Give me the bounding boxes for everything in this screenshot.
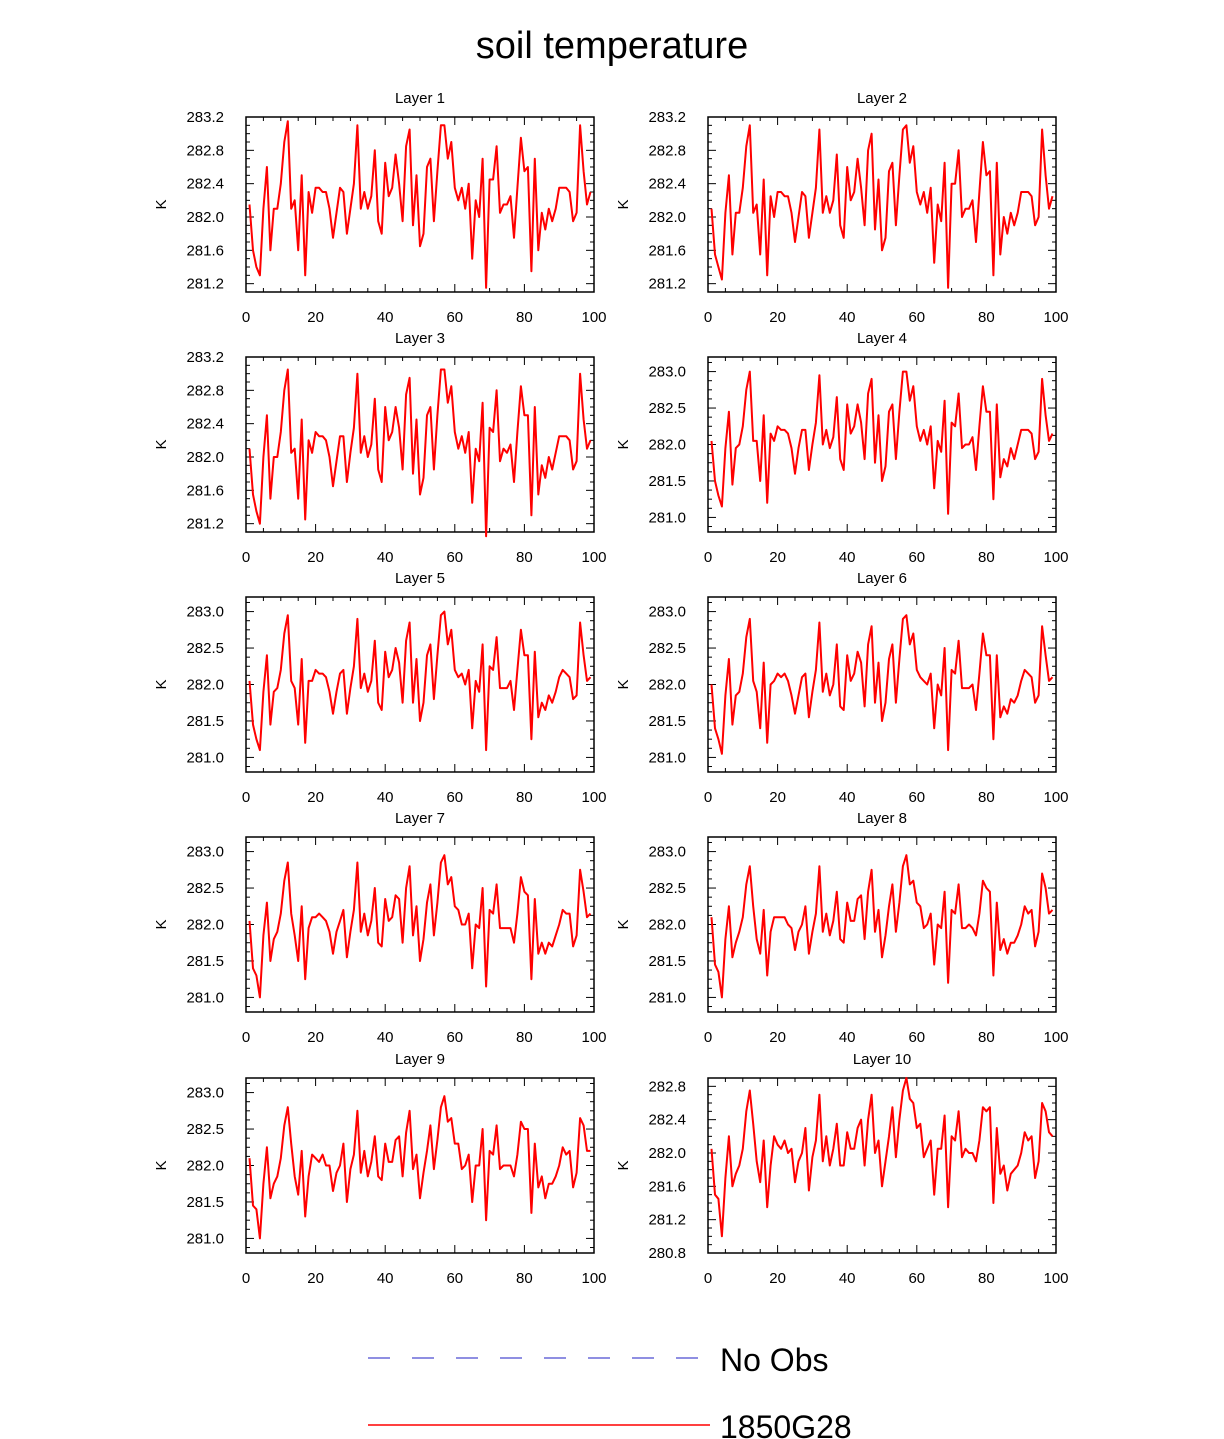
- y-tick-label: 282.0: [186, 209, 224, 226]
- plot-frame: [708, 357, 1056, 532]
- y-tick-label: 283.2: [186, 109, 224, 126]
- y-tick-label: 281.5: [186, 952, 224, 970]
- panel-layer-9: [153, 1051, 607, 1287]
- panel-layer-10: [615, 1051, 1069, 1287]
- series-line-1850g28: [712, 855, 1053, 997]
- y-tick-label: 282.0: [648, 916, 686, 934]
- x-tick-label: 60: [446, 309, 464, 326]
- plot-frame: [246, 837, 594, 1012]
- x-tick-label: 40: [838, 309, 856, 326]
- x-tick-label: 60: [446, 789, 464, 806]
- y-tick-label: 281.5: [186, 1193, 224, 1211]
- x-tick-label: 40: [376, 789, 394, 806]
- x-tick-label: 100: [581, 549, 607, 566]
- y-axis-label: K: [153, 439, 170, 450]
- x-tick-label: 100: [1043, 1270, 1069, 1287]
- plot-frame: [246, 357, 594, 532]
- y-tick-label: 281.6: [186, 242, 224, 260]
- x-tick-label: 0: [241, 309, 251, 326]
- x-tick-label: 80: [516, 789, 533, 806]
- x-tick-label: 60: [908, 309, 926, 326]
- y-tick-label: 282.5: [186, 640, 224, 658]
- panel-title: Layer 1: [394, 90, 446, 107]
- x-tick-label: 20: [307, 549, 324, 566]
- series-line-1850g28: [250, 121, 591, 288]
- y-axis-label: K: [615, 1160, 632, 1171]
- y-tick-label: 281.6: [186, 482, 224, 500]
- y-axis-label: K: [615, 679, 632, 690]
- y-tick-label: 282.0: [648, 436, 686, 454]
- x-tick-label: 80: [516, 309, 533, 326]
- y-tick-label: 282.5: [186, 1121, 224, 1139]
- x-tick-label: 40: [838, 1029, 856, 1046]
- y-tick-label: 282.4: [186, 415, 224, 433]
- x-tick-label: 80: [978, 309, 995, 326]
- x-tick-label: 20: [769, 549, 786, 566]
- y-axis-label: K: [615, 439, 632, 450]
- x-tick-label: 40: [838, 789, 856, 806]
- plot-frame: [246, 117, 594, 292]
- x-tick-label: 60: [446, 1270, 464, 1287]
- panel-layer-5: [153, 570, 607, 806]
- y-axis-label: K: [153, 199, 170, 210]
- y-tick-label: 281.5: [648, 952, 686, 970]
- panel-title: Layer 4: [856, 330, 908, 347]
- x-tick-label: 80: [978, 789, 995, 806]
- y-tick-label: 282.0: [186, 449, 224, 466]
- y-tick-label: 282.8: [186, 382, 224, 400]
- y-tick-label: 282.5: [648, 640, 686, 658]
- y-tick-label: 281.5: [648, 472, 686, 490]
- x-tick-label: 40: [838, 549, 856, 566]
- panel-layer-1: [153, 90, 607, 326]
- x-tick-label: 80: [978, 549, 995, 566]
- x-tick-label: 80: [516, 1270, 533, 1287]
- y-tick-label: 282.8: [186, 142, 224, 160]
- x-tick-label: 60: [908, 1270, 926, 1287]
- x-tick-label: 60: [908, 549, 926, 566]
- plot-frame: [708, 837, 1056, 1012]
- y-tick-label: 281.5: [648, 712, 686, 730]
- y-tick-label: 283.2: [186, 349, 224, 366]
- series-line-1850g28: [712, 372, 1053, 514]
- x-tick-label: 60: [908, 1029, 926, 1046]
- x-tick-label: 100: [581, 789, 607, 806]
- y-tick-label: 282.0: [648, 1145, 686, 1162]
- y-axis-label: K: [615, 919, 632, 930]
- panel-layer-6: [615, 570, 1069, 806]
- panels-grid: [153, 90, 1069, 1287]
- x-tick-label: 80: [516, 1029, 533, 1046]
- y-tick-label: 282.4: [648, 1111, 686, 1129]
- panel-layer-2: [615, 90, 1069, 326]
- series-line-1850g28: [712, 615, 1053, 754]
- y-tick-label: 282.0: [648, 209, 686, 226]
- y-tick-label: 283.0: [186, 603, 224, 621]
- x-tick-label: 20: [769, 1029, 786, 1046]
- x-tick-label: 40: [376, 549, 394, 566]
- x-tick-label: 0: [703, 309, 713, 326]
- series-line-1850g28: [712, 125, 1053, 287]
- panel-title: Layer 7: [394, 810, 446, 827]
- panel-layer-3: [153, 330, 607, 566]
- y-tick-label: 282.5: [648, 400, 686, 418]
- x-tick-label: 20: [307, 1029, 324, 1046]
- panel-layer-7: [153, 810, 607, 1046]
- x-tick-label: 20: [769, 789, 786, 806]
- series-line-1850g28: [250, 1096, 591, 1238]
- y-axis-label: K: [153, 919, 170, 930]
- y-tick-label: 282.4: [186, 175, 224, 193]
- panel-title: Layer 6: [856, 570, 908, 587]
- x-tick-label: 100: [581, 1270, 607, 1287]
- y-tick-label: 283.0: [648, 843, 686, 861]
- x-tick-label: 40: [376, 1270, 394, 1287]
- series-line-1850g28: [250, 370, 591, 537]
- y-tick-label: 282.0: [648, 676, 686, 694]
- x-tick-label: 0: [703, 789, 713, 806]
- y-tick-label: 282.5: [648, 880, 686, 898]
- x-tick-label: 20: [769, 309, 786, 326]
- x-tick-label: 40: [376, 309, 394, 326]
- panel-layer-4: [615, 330, 1069, 566]
- y-tick-label: 281.6: [648, 242, 686, 260]
- y-tick-label: 281.2: [648, 275, 686, 293]
- y-tick-label: 281.6: [648, 1178, 686, 1196]
- plot-frame: [708, 117, 1056, 292]
- y-tick-label: 282.5: [186, 880, 224, 898]
- x-tick-label: 0: [241, 789, 251, 806]
- plot-frame: [246, 597, 594, 772]
- y-axis-label: K: [615, 199, 632, 210]
- y-tick-label: 281.0: [186, 989, 224, 1007]
- y-tick-label: 283.0: [186, 843, 224, 861]
- x-tick-label: 60: [446, 1029, 464, 1046]
- panel-title: Layer 5: [394, 570, 446, 587]
- plot-frame: [246, 1078, 594, 1253]
- x-tick-label: 100: [581, 309, 607, 326]
- x-tick-label: 0: [703, 549, 713, 566]
- y-tick-label: 282.8: [648, 1078, 686, 1096]
- x-tick-label: 100: [1043, 549, 1069, 566]
- x-tick-label: 80: [978, 1029, 995, 1046]
- panel-title: Layer 10: [852, 1051, 912, 1068]
- x-tick-label: 100: [1043, 309, 1069, 326]
- y-tick-label: 281.0: [186, 749, 224, 767]
- x-tick-label: 100: [581, 1029, 607, 1046]
- y-tick-label: 282.4: [648, 175, 686, 193]
- x-tick-label: 0: [241, 1029, 251, 1046]
- x-tick-label: 20: [307, 309, 324, 326]
- y-tick-label: 281.0: [648, 749, 686, 767]
- y-tick-label: 281.0: [648, 989, 686, 1007]
- panel-title: Layer 8: [856, 810, 908, 827]
- y-tick-label: 281.2: [186, 275, 224, 293]
- panel-title: Layer 3: [394, 330, 446, 347]
- y-tick-label: 281.2: [186, 515, 224, 533]
- y-tick-label: 282.0: [186, 1157, 224, 1175]
- panel-title: Layer 9: [394, 1051, 446, 1068]
- series-line-1850g28: [712, 1078, 1053, 1236]
- y-tick-label: 283.0: [648, 603, 686, 621]
- y-tick-label: 281.5: [186, 712, 224, 730]
- plot-frame: [708, 597, 1056, 772]
- y-tick-label: 282.8: [648, 142, 686, 160]
- x-tick-label: 40: [376, 1029, 394, 1046]
- y-tick-label: 281.2: [648, 1211, 686, 1229]
- legend-no-obs-label: No Obs: [720, 1342, 829, 1378]
- x-tick-label: 20: [307, 789, 324, 806]
- x-tick-label: 80: [978, 1270, 995, 1287]
- series-line-1850g28: [250, 612, 591, 751]
- y-axis-label: K: [153, 679, 170, 690]
- y-tick-label: 282.0: [186, 676, 224, 694]
- x-tick-label: 100: [1043, 1029, 1069, 1046]
- legend: [368, 1342, 852, 1439]
- x-tick-label: 0: [241, 549, 251, 566]
- y-tick-label: 281.0: [186, 1230, 224, 1248]
- x-tick-label: 0: [703, 1270, 713, 1287]
- x-tick-label: 60: [908, 789, 926, 806]
- x-tick-label: 0: [241, 1270, 251, 1287]
- series-line-1850g28: [250, 855, 591, 997]
- y-tick-label: 280.8: [648, 1245, 686, 1262]
- x-tick-label: 0: [703, 1029, 713, 1046]
- legend-1850g28-label: 1850G28: [720, 1409, 852, 1439]
- y-tick-label: 281.0: [648, 509, 686, 527]
- x-tick-label: 20: [307, 1270, 324, 1287]
- y-tick-label: 282.0: [186, 916, 224, 934]
- y-tick-label: 283.2: [648, 109, 686, 126]
- y-axis-label: K: [153, 1160, 170, 1171]
- y-tick-label: 283.0: [648, 363, 686, 381]
- x-tick-label: 100: [1043, 789, 1069, 806]
- x-tick-label: 20: [769, 1270, 786, 1287]
- x-tick-label: 40: [838, 1270, 856, 1287]
- x-tick-label: 60: [446, 549, 464, 566]
- panel-title: Layer 2: [856, 90, 908, 107]
- x-tick-label: 80: [516, 549, 533, 566]
- panel-layer-8: [615, 810, 1069, 1046]
- y-tick-label: 283.0: [186, 1084, 224, 1102]
- main-title: soil temperature: [475, 25, 749, 67]
